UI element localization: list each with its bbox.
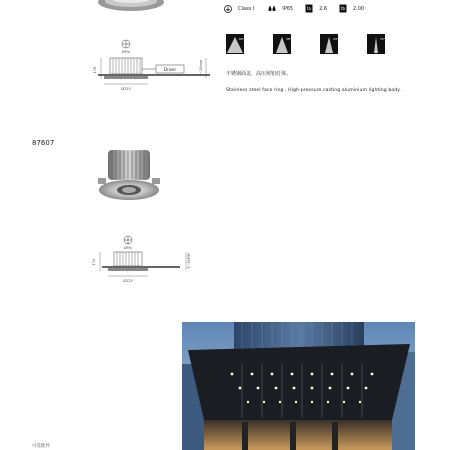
thickness-label: 3~20MM <box>187 253 191 269</box>
rotation-label: Ø5% <box>123 246 133 250</box>
ta-icon <box>305 4 313 13</box>
cutout-label: Ø225 <box>121 87 131 91</box>
svg-text:15°: 15° <box>380 37 385 41</box>
beam-angle-icon <box>367 34 385 54</box>
water-drop-icon <box>268 5 276 12</box>
ta-value: 2.6 <box>319 5 328 12</box>
driver-label: Driver <box>163 67 177 72</box>
thickness-label: 3~20mm <box>199 59 203 77</box>
ground-icon <box>224 5 232 13</box>
description-en: Stainless steel face ring , High-pressure casting aluminium lighting body . <box>226 88 404 93</box>
tb-icon <box>339 4 347 13</box>
technical-drawing-top <box>76 38 216 94</box>
beam-angle-icon <box>273 34 291 54</box>
product-code: 87607 <box>32 139 55 147</box>
height-label: 176 <box>93 66 97 74</box>
description-cn: 不锈钢面盖，高压铸铝灯体。 <box>226 71 292 77</box>
svg-text:38°: 38° <box>286 37 291 41</box>
rotation-icon <box>122 40 130 48</box>
application-photo <box>182 322 415 450</box>
product-image-top <box>96 0 166 16</box>
height-label: 174 <box>92 258 96 266</box>
rotation-icon <box>124 236 132 244</box>
rotation-label: Ø5% <box>121 50 131 54</box>
svg-text:24°: 24° <box>333 37 338 41</box>
tb-value: 2.00 <box>353 5 365 12</box>
cutout-label: Ø225 <box>123 279 133 283</box>
svg-text:60°: 60° <box>239 37 244 41</box>
ip-label: IP65 <box>282 5 294 12</box>
spec-icons <box>224 4 364 13</box>
beam-angle-icon <box>226 34 244 54</box>
technical-drawing-bottom <box>76 234 196 286</box>
footer-note: 可选配件 <box>32 444 50 449</box>
svg-text:tb: tb <box>340 6 346 11</box>
class-label: Class I <box>238 5 255 12</box>
beam-angle-icon <box>320 34 338 54</box>
svg-text:ta: ta <box>307 6 312 11</box>
product-image-downlight <box>96 146 162 202</box>
beam-angle-icons <box>226 34 385 54</box>
